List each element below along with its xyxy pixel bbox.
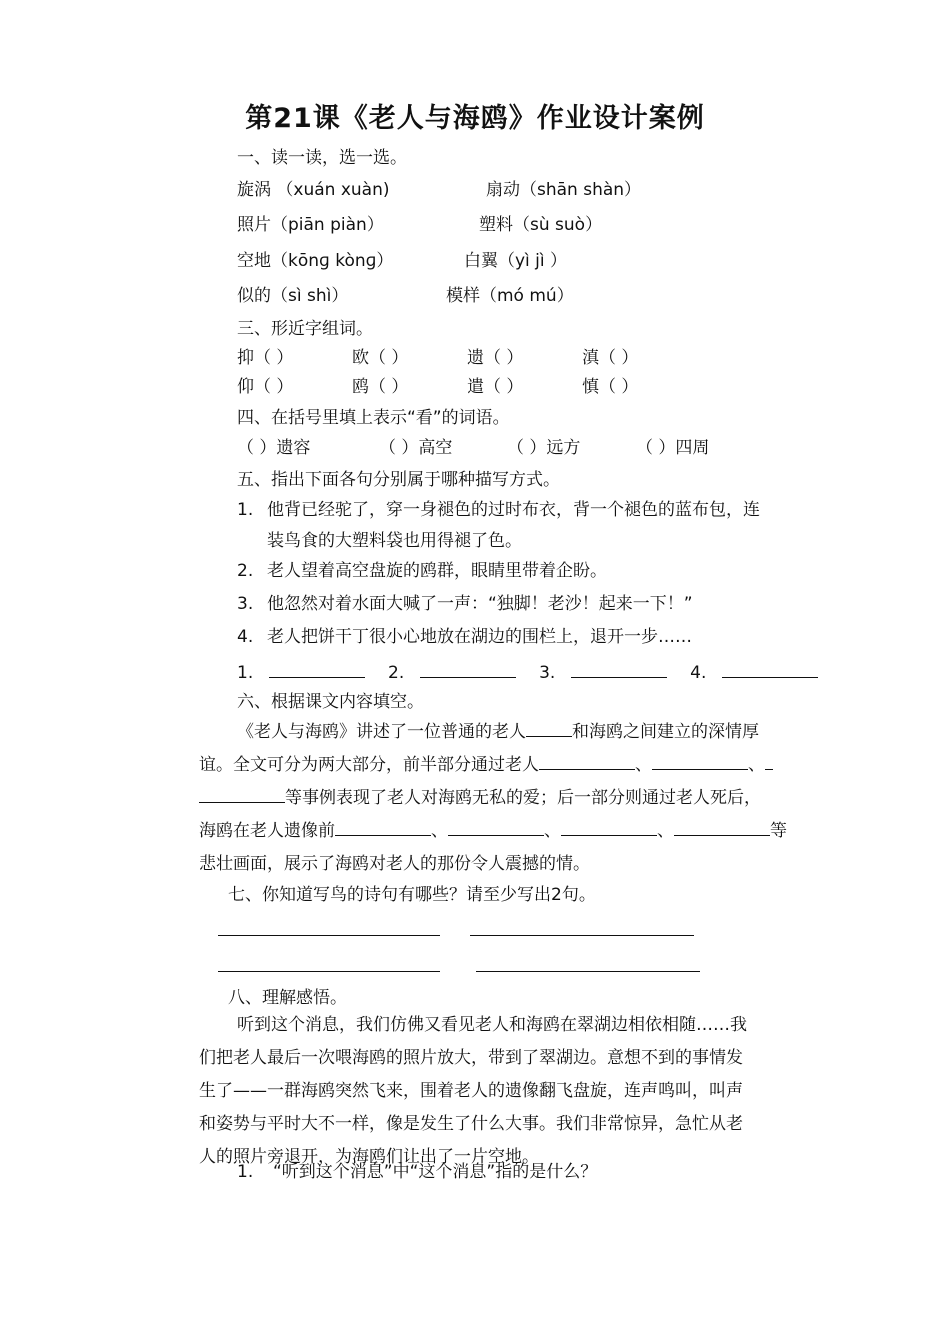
paragraph-text: 谊。全文可分为两大部分，前半部分通过老人 [199,755,539,775]
word-group-item: 遗（ ） [467,348,524,368]
separator: 、 [431,821,448,841]
pinyin-choice: 塑料（sù suò） [479,215,603,235]
separator: 、 [748,755,765,775]
word-group-item: 欧（ ） [352,348,409,368]
passage-line: 和姿势与平时大不一样，像是发生了什么大事。我们非常惊异，急忙从老 [199,1114,743,1134]
item-number: 1. [237,500,254,520]
passage-line: 生了——一群海鸥突然飞来，围着老人的遗像翻飞盘旋，连声鸣叫，叫声 [199,1081,743,1101]
fill-item: （ ）远方 [507,438,581,458]
answer-blank[interactable] [269,659,365,678]
answer-blank[interactable] [652,751,748,770]
item-number: 2. [237,561,254,581]
answer-number: 4. [690,663,707,683]
answer-blank[interactable] [571,659,667,678]
word-group-item: 仰（ ） [237,377,294,397]
answer-blank[interactable] [526,718,572,737]
poem-answer-line[interactable] [218,953,440,972]
separator: 、 [657,821,674,841]
pinyin-choice: 白翼（yì jì ） [464,251,568,271]
answer-number: 1. [237,663,254,683]
sentence-text: 老人把饼干丁很小心地放在湖边的围栏上，退开一步…… [267,627,692,647]
section-3-heading: 三、形近字组词。 [237,319,373,339]
passage-line: 们把老人最后一次喂海鸥的照片放大，带到了翠湖边。意想不到的事情发 [199,1048,743,1068]
section-7-heading: 七、你知道写鸟的诗句有哪些？请至少写出2句。 [228,885,596,905]
fill-item: （ ）四周 [636,438,710,458]
separator: 、 [635,755,652,775]
poem-answer-line[interactable] [470,917,694,936]
sentence-item [237,625,692,649]
section-6-heading: 六、根据课文内容填空。 [237,692,424,712]
pinyin-choice: 模样（mó mú） [446,286,574,306]
passage-line: 人的照片旁退开，为海鸥们让出了一片空地。 [199,1147,539,1167]
word-group-item: 鸥（ ） [352,377,409,397]
fill-paragraph [199,716,787,881]
answer-number: 2. [388,663,405,683]
section-8-heading: 八、理解感悟。 [228,988,347,1008]
poem-answer-line[interactable] [218,917,440,936]
sentence-text-cont: 装鸟食的大塑料袋也用得褪了色。 [267,531,522,551]
answer-blank[interactable] [335,817,431,836]
answer-blank[interactable] [199,784,285,803]
passage-line: 听到这个消息，我们仿佛又看见老人和海鸥在翠湖边相依相随……我 [237,1015,747,1035]
section-5-heading: 五、指出下面各句分别属于哪种描写方式。 [237,470,560,490]
paragraph-text: 等 [770,821,787,841]
answer-blank[interactable] [722,659,818,678]
sentence-text: 他忽然对着水面大喊了一声：“独脚！老沙！起来一下！” [267,594,693,614]
answer-blank[interactable] [674,817,770,836]
paragraph-text: 《老人与海鸥》讲述了一位普通的老人 [237,722,526,742]
fill-item: （ ）高空 [379,438,453,458]
paragraph-text: 等事例表现了老人对海鸥无私的爱；后一部分则通过老人死后， [285,788,761,808]
pinyin-choice: 照片（piān piàn） [237,215,384,235]
answer-blank[interactable] [765,751,773,770]
sentence-item [237,498,760,522]
word-group-item: 遣（ ） [467,377,524,397]
item-number: 3. [237,594,254,614]
question-item [237,1160,597,1184]
section-1-heading: 一、读一读，选一选。 [237,148,407,168]
sentence-text: 他背已经驼了，穿一身褪色的过时布衣，背一个褪色的蓝布包，连 [267,500,760,520]
question-text: “听到这个消息”中“这个消息”指的是什么？ [273,1162,598,1182]
sentence-item [237,559,607,583]
word-group-item: 抑（ ） [237,348,294,368]
answer-blank[interactable] [539,751,635,770]
word-group-item: 慎（ ） [582,377,639,397]
answer-blank[interactable] [561,817,657,836]
answer-blank[interactable] [448,817,544,836]
pinyin-choice: 旋涡 （xuán xuàn) [237,180,390,200]
answer-row [237,659,818,685]
poem-answer-line[interactable] [476,953,700,972]
pinyin-choice: 扇动（shān shàn） [486,180,642,200]
page-title: 第21课《老人与海鸥》作业设计案例 [245,103,705,134]
pinyin-choice: 空地（kōnɡ kònɡ） [237,251,394,271]
item-number: 4. [237,627,254,647]
answer-blank[interactable] [420,659,516,678]
answer-number: 3. [539,663,556,683]
word-group-item: 滇（ ） [582,348,639,368]
fill-item: （ ）遗容 [237,438,311,458]
pinyin-choice: 似的（sì shì） [237,286,349,306]
item-number: 1. [237,1162,254,1182]
paragraph-text: 悲壮画面，展示了海鸥对老人的那份令人震撼的情。 [199,854,590,874]
reading-passage [199,1009,747,1174]
paragraph-text: 海鸥在老人遗像前 [199,821,335,841]
sentence-item [237,592,693,616]
paragraph-text: 和海鸥之间建立的深情厚 [572,722,759,742]
separator: 、 [544,821,561,841]
sentence-text: 老人望着高空盘旋的鸥群，眼睛里带着企盼。 [267,561,607,581]
section-4-heading: 四、在括号里填上表示“看”的词语。 [237,408,510,428]
